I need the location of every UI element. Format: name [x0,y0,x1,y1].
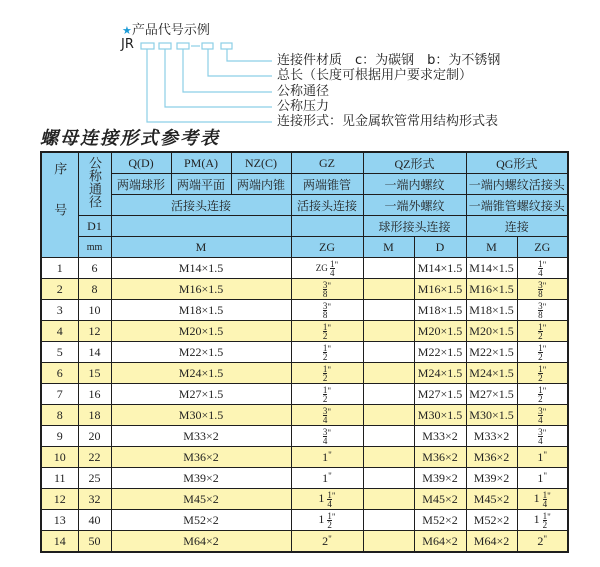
cell-m: M24×1.5 [111,363,291,384]
cell-m: M22×1.5 [111,342,291,363]
header-mm: mm [78,237,111,258]
thread-size: $\frac{3}{4}$ " [538,405,547,425]
cell-qg-m: M33×2 [466,426,517,447]
cell-qz-m [363,342,414,363]
thread-size: $\frac{3}{8}$ " [322,279,332,299]
cell-qg-m: M36×2 [466,447,517,468]
thread-size: 1 $\frac{1}{4}$ " [318,489,336,509]
code-example-title-text: 产品代号示例 [131,23,210,38]
cell-qg-zg [517,300,568,321]
header-gz-union: 活接头连接 [291,195,363,216]
cell-m: M45×2 [111,489,291,510]
thread-size: 1 $\frac{1}{4}$ " [533,489,551,509]
cell-zg [291,489,363,510]
cell-nominal: 32 [78,489,111,510]
cell-qg-zg [517,405,568,426]
header-col-zg: ZG [291,237,363,258]
cell-nominal: 25 [78,468,111,489]
cell-qz-d: M16×1.5 [414,279,466,300]
cell-m: M27×1.5 [111,384,291,405]
cell-qg-m: M16×1.5 [466,279,517,300]
cell-qz-d: M64×2 [414,531,466,553]
header-qz-desc3: 球形接头连接 [363,216,466,237]
leader-line-length [208,49,272,76]
cell-qg-zg [517,468,568,489]
table-row [41,489,568,510]
cell-qg-m: M45×2 [466,489,517,510]
cell-zg [291,405,363,426]
cell-nominal: 22 [78,447,111,468]
header-qg-desc: 一端内螺纹活接头 [466,174,568,195]
header-qz: QZ形式 [363,152,466,174]
cell-seq: 8 [41,405,78,426]
cell-nominal: 12 [78,321,111,342]
cell-nominal: 8 [78,279,111,300]
cell-qg-zg [517,489,568,510]
thread-size: 1" [537,449,548,464]
header-col-qg-m: M [466,237,517,258]
table-row [41,258,568,279]
table-row [41,531,568,553]
header-qg-desc2: 一端锥管螺纹接头 [466,195,568,216]
cell-m: M36×2 [111,447,291,468]
cell-qz-m [363,258,414,279]
cell-zg [291,300,363,321]
thread-size: 1" [322,470,332,485]
cell-zg [291,531,363,553]
header-col-qz-m: M [363,237,414,258]
header-gz-desc: 两端锥管 [291,174,363,195]
thread-size: 1 $\frac{1}{2}$ " [533,510,551,530]
thread-size: $\frac{1}{4}$ " [538,258,547,278]
cell-qg-zg [517,363,568,384]
cell-qg-zg [517,258,568,279]
cell-qg-m: M52×2 [466,510,517,531]
cell-m: M16×1.5 [111,279,291,300]
cell-qz-m [363,531,414,553]
code-box-connection [141,43,154,49]
leader-line-connection [147,49,272,122]
cell-zg [291,279,363,300]
star-icon: ★ [122,24,132,37]
header-qg: QG形式 [466,152,568,174]
cell-qz-d: M14×1.5 [414,258,466,279]
cell-zg [291,384,363,405]
table-row [41,468,568,489]
cell-qz-m [363,363,414,384]
header-nz-desc: 两端内锥 [231,174,291,195]
header-q: Q(D) [111,152,171,174]
thread-size: 1 $\frac{1}{2}$ " [318,510,336,530]
thread-size: $\frac{1}{2}$ " [322,363,332,383]
thread-size: 1" [322,449,332,464]
cell-qz-m [363,489,414,510]
header-seq: 序号 [41,152,78,258]
cell-qg-m: M18×1.5 [466,300,517,321]
cell-qz-m [363,300,414,321]
table-row [41,384,568,405]
cell-seq: 4 [41,321,78,342]
cell-zg [291,447,363,468]
cell-qg-m: M30×1.5 [466,405,517,426]
header-qz-desc: 一端内螺纹 [363,174,466,195]
header-qg-desc3: 连接 [466,216,568,237]
label-length: 总长（长度可根据用户要求定制） [277,68,473,83]
thread-size: $\frac{1}{2}$ " [322,384,332,404]
cell-nominal: 50 [78,531,111,553]
header-pm-desc: 两端平面 [171,174,231,195]
cell-m: M39×2 [111,468,291,489]
cell-qg-m: M24×1.5 [466,363,517,384]
label-diameter: 公称通径 [277,84,330,99]
code-prefix: JR [121,37,134,52]
nut-connection-table [40,151,569,553]
table-row [41,279,568,300]
cell-qz-m [363,384,414,405]
thread-size: $\frac{3}{8}$ " [322,300,332,320]
label-connection: 连接形式：见金属软管常用结构形式表 [277,114,499,129]
cell-seq: 12 [41,489,78,510]
cell-m: M14×1.5 [111,258,291,279]
thread-size: 2" [537,533,548,548]
table-row [41,426,568,447]
cell-seq: 10 [41,447,78,468]
header-col-qg-zg: ZG [517,237,568,258]
thread-size: $\frac{3}{8}$ " [538,279,547,299]
cell-m: M33×2 [111,426,291,447]
cell-zg [291,426,363,447]
cell-m: M30×1.5 [111,405,291,426]
cell-zg [291,321,363,342]
cell-zg [291,510,363,531]
table-row [41,300,568,321]
table-row [41,363,568,384]
thread-size: 2" [322,533,332,548]
cell-seq: 7 [41,384,78,405]
cell-qg-zg [517,279,568,300]
cell-nominal: 40 [78,510,111,531]
cell-qz-d: M24×1.5 [414,363,466,384]
code-box-diameter [177,43,189,49]
header-col-qz-d: D [414,237,466,258]
header-union: 活接头连接 [111,195,291,216]
code-box-length [202,43,213,49]
label-material: 连接件材质 c：为碳钢 b：为不锈钢 [277,53,501,68]
thread-size: $\frac{3}{4}$ " [538,426,547,446]
header-d1: D1 [78,216,111,237]
cell-nominal: 20 [78,426,111,447]
cell-nominal: 10 [78,300,111,321]
cell-zg [291,363,363,384]
label-pressure: 公称压力 [277,99,330,114]
cell-seq: 1 [41,258,78,279]
cell-qz-m [363,321,414,342]
cell-nominal: 14 [78,342,111,363]
cell-m: M52×2 [111,510,291,531]
code-box-pressure [159,43,171,49]
cell-nominal: 16 [78,384,111,405]
cell-seq: 2 [41,279,78,300]
code-box-material [221,43,232,49]
cell-qz-d: M18×1.5 [414,300,466,321]
cell-qg-zg [517,447,568,468]
cell-m: M20×1.5 [111,321,291,342]
thread-size: $\frac{1}{2}$ " [538,363,547,383]
cell-qg-m: M64×2 [466,531,517,553]
cell-qg-zg [517,342,568,363]
thread-size: $\frac{1}{2}$ " [322,342,332,362]
table-row [41,405,568,426]
cell-zg [291,258,363,279]
table-row [41,447,568,468]
cell-m: M64×2 [111,531,291,553]
cell-qz-m [363,279,414,300]
thread-size: $\frac{3}{4}$ " [322,426,332,446]
cell-qz-d: M33×2 [414,426,466,447]
cell-qz-d: M20×1.5 [414,321,466,342]
cell-nominal: 6 [78,258,111,279]
cell-qg-zg [517,531,568,553]
cell-qz-m [363,405,414,426]
cell-seq: 5 [41,342,78,363]
cell-qg-zg [517,384,568,405]
cell-m: M18×1.5 [111,300,291,321]
cell-qg-zg [517,321,568,342]
header-pm: PM(A) [171,152,231,174]
cell-qg-zg [517,426,568,447]
leader-line-pressure [165,49,272,107]
cell-qz-d: M30×1.5 [414,405,466,426]
header-qz-desc2: 一端外螺纹 [363,195,466,216]
header-q-desc: 两端球形 [111,174,171,195]
header-nz: NZ(C) [231,152,291,174]
thread-size: $\frac{3}{4}$ " [322,405,332,425]
table-title: 螺母连接形式参考表 [40,128,220,149]
cell-zg [291,468,363,489]
thread-size: 1" [537,470,548,485]
cell-qz-m [363,426,414,447]
cell-zg [291,342,363,363]
table-row [41,342,568,363]
cell-qz-m [363,447,414,468]
cell-qz-d: M39×2 [414,468,466,489]
table-row [41,510,568,531]
cell-seq: 6 [41,363,78,384]
cell-seq: 9 [41,426,78,447]
cell-seq: 14 [41,531,78,553]
cell-qz-d: M27×1.5 [414,384,466,405]
cell-nominal: 18 [78,405,111,426]
cell-qz-d: M45×2 [414,489,466,510]
cell-qz-d: M36×2 [414,447,466,468]
header-col-m: M [111,237,291,258]
thread-size: ZG $\frac{1}{4}$ " [315,258,339,278]
cell-qg-m: M22×1.5 [466,342,517,363]
table-row [41,321,568,342]
cell-qg-m: M20×1.5 [466,321,517,342]
cell-seq: 11 [41,468,78,489]
leader-line-material [227,49,272,61]
code-example-title [122,19,210,38]
header-gz: GZ [291,152,363,174]
cell-qg-m: M27×1.5 [466,384,517,405]
cell-qz-m [363,510,414,531]
cell-qz-m [363,468,414,489]
thread-size: $\frac{1}{2}$ " [538,342,547,362]
cell-qz-d: M52×2 [414,510,466,531]
header-nominal: 公称通径 [78,152,111,216]
thread-size: $\frac{1}{2}$ " [322,321,332,341]
thread-size: $\frac{3}{8}$ " [538,300,547,320]
cell-nominal: 15 [78,363,111,384]
thread-size: $\frac{1}{2}$ " [538,384,547,404]
thread-size: $\frac{1}{2}$ " [538,321,547,341]
header-blank-gz [291,216,363,237]
cell-qz-d: M22×1.5 [414,342,466,363]
cell-qg-zg [517,510,568,531]
cell-seq: 13 [41,510,78,531]
cell-qg-m: M14×1.5 [466,258,517,279]
cell-qg-m: M39×2 [466,468,517,489]
header-blank [111,216,291,237]
cell-seq: 3 [41,300,78,321]
